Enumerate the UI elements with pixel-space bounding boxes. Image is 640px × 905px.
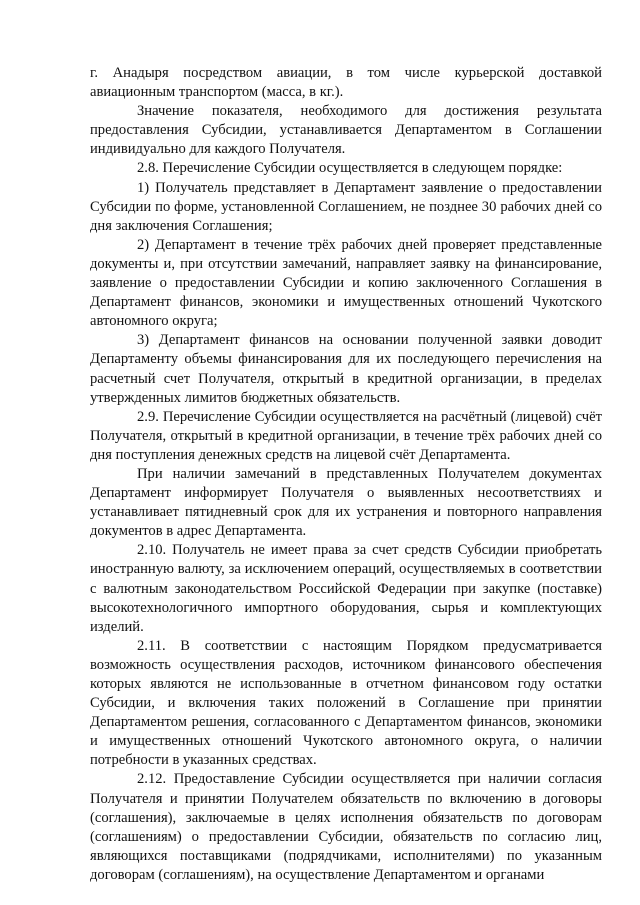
paragraph-2-8: 2.8. Перечисление Субсидии осуществляется в следующем порядке: (137, 160, 563, 177)
paragraph-2-12: 2.12. Предоставление Субсидии осуществляется при наличии согласия Получателя и принятии Получателем обязательств по включению в договоры (соглашения), заключаемые в целях исполнения обязательств по договорам (соглашениям) о предоставлении Субсидии, обязательств по согласию лиц, являющихся поставщиками (подрядчиками, исполнителями) по указанным договорам (соглашениям), на осуществление Департаментом и органами (90, 771, 602, 883)
list-item-1: 1) Получатель представляет в Департамент заявление о предоставлении Субсидии по форме, установленной Соглашением, не позднее 30 рабочих дней со дня заключения Соглашения; (90, 179, 602, 234)
list-item-2: 2) Департамент в течение трёх рабочих дней проверяет представленные документы и, при отсутствии замечаний, направляет заявку на финансирование, заявление о предоставлении Субсидии и копию заключенного Соглашения в Департамент финансов, экономики и имущественных отношений Чукотского автономного округа; (90, 236, 602, 330)
paragraph-2-9: 2.9. Перечисление Субсидии осуществляется на расчётный (лицевой) счёт Получателя, открытый в кредитной организации, в течение трёх рабочих дней со дня поступления денежных средств на лицевой счёт Департамента. (90, 408, 602, 463)
paragraph-indicator-value: Значение показателя, необходимого для достижения результата предоставления Субсидии, устанавливается Департаментом в Соглашении индивидуально для каждого Получателя. (90, 103, 602, 158)
list-item-3: 3) Департамент финансов на основании полученной заявки доводит Департаменту объемы финансирования для их последующего перечисления на расчетный счет Получателя, открытый в кредитной организации, в пределах утвержденных лимитов бюджетных обязательств. (90, 332, 602, 406)
paragraph-remarks: При наличии замечаний в представленных Получателем документах Департамент информирует Получателя о выявленных несоответствиях и устанавливает пятидневный срок для их устранения и повторного направления документов в адрес Департамента. (90, 465, 602, 540)
paragraph-2-11: 2.11. В соответствии с настоящим Порядком предусматривается возможность осуществления расходов, источником финансового обеспечения которых являются не использованные в отчетном финансовом году остатки Субсидии, и включения таких положений в Соглашение при принятии Департаментом решения, согласованного с Департаментом финансов, экономики и имущественных отношений Чукотского автономного округа, о наличии потребности в указанных средствах. (90, 637, 602, 769)
paragraph-2-10: 2.10. Получатель не имеет права за счет средств Субсидии приобретать иностранную валюту, за исключением операций, осуществляемых в соответствии с валютным законодательством Российской Федерации при закупке (поставке) высокотехнологичного импортного оборудования, сырья и комплектующих изделий. (90, 542, 602, 635)
document-page (90, 64, 602, 885)
paragraph-continuation: г. Анадыря посредством авиации, в том числе курьерской доставкой авиационным транспортом (масса, в кг.). (90, 65, 602, 101)
